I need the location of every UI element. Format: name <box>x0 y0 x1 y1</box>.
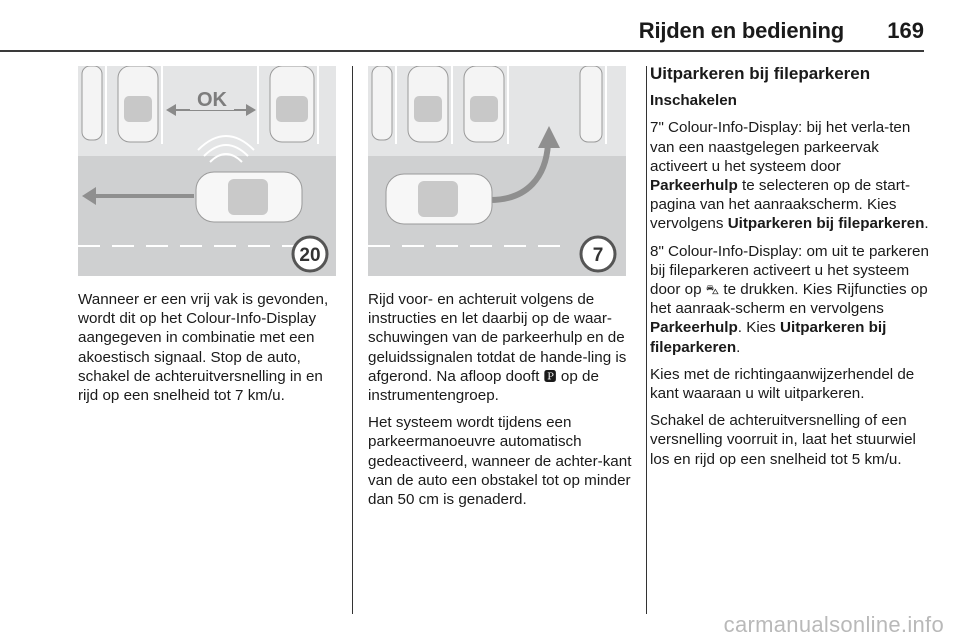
figure-badge-7: 7 <box>592 245 604 266</box>
parking-assist-icon: 🅿 <box>543 368 557 384</box>
paragraph-text: 7" Colour-Info-Display: bij het verla-ten van een naastgelegen parkeervak activeert u het systeem door <box>650 119 911 175</box>
header-rule <box>0 50 924 52</box>
menu-term: Uitparkeren bij fileparkeren <box>727 215 925 233</box>
menu-term: Uitparkeren bij fileparkeren <box>650 319 887 356</box>
section-title: Uitparkeren bij fileparkeren <box>650 64 871 83</box>
figure-badge-20: 20 <box>299 245 321 266</box>
column-3-text <box>650 64 930 477</box>
figure-parking-space-found <box>78 66 336 276</box>
paragraph-text: . Kies <box>737 319 776 337</box>
page-title: Rijden en bediening <box>638 18 844 43</box>
paragraph <box>368 290 634 405</box>
paragraph-text: te drukken. Kies Rijfuncties op het aanraak-scherm en vervolgens <box>650 281 928 318</box>
column-divider-1 <box>352 66 353 614</box>
page-number: 169 <box>887 18 924 43</box>
menu-term: Parkeerhulp <box>650 319 738 337</box>
leaving-space-illustration <box>368 66 626 276</box>
paragraph: Schakel de achteruitversnelling of een versnelling voorruit in, laat het stuurwiel los en rijd op een snelheid tot 5 km/u. <box>650 412 916 468</box>
car-icon: ⛍ <box>705 282 720 298</box>
paragraph-text: Rijd voor- en achteruit volgens de instructies en let daarbij op de waar-schuwingen van de parkeerhulp en de geluidssignalen totdat de hande-ling is afgerond. Na afloop dooft <box>368 291 627 385</box>
menu-term: Parkeerhulp <box>650 177 738 195</box>
paragraph: Het systeem wordt tijdens een parkeermanoeuvre automatisch gedeactiveerd, wanneer de achter-kant van de auto een obstakel tot op minder dan 50 cm is genaderd. <box>368 414 632 509</box>
column-1-text <box>78 290 344 413</box>
paragraph <box>650 242 930 357</box>
ok-label: OK <box>197 89 227 111</box>
page-header <box>0 10 924 44</box>
column-2-text <box>368 290 634 517</box>
paragraph-text: 8" Colour-Info-Display: om uit te parkeren bij fileparkeren activeert u het systeem door op <box>650 242 929 299</box>
paragraph-text: op de instrumentengroep. <box>368 367 599 405</box>
paragraph <box>650 118 930 233</box>
paragraph-text: . <box>924 215 929 233</box>
paragraph-text: . <box>736 338 741 356</box>
paragraph: Kies met de richtingaanwijzerhendel de kant waaraan u wilt uitparkeren. <box>650 365 915 403</box>
column-divider-2 <box>646 66 647 614</box>
watermark: carmanualsonline.info <box>723 612 944 637</box>
parking-space-illustration <box>78 66 336 276</box>
paragraph: Wanneer er een vrij vak is gevonden, wordt dit op het Colour-Info-Display aangegeven in combinatie met een akoestisch signaal. Stop de auto, schakel de achteruitversnelling in en rijd op een snelheid tot 7 km/u. <box>78 291 329 405</box>
sub-title: Inschakelen <box>650 92 737 110</box>
figure-leaving-parking-space <box>368 66 626 276</box>
paragraph-text: te selecteren op de start-pagina van het aanraakscherm. Kies vervolgens <box>650 177 911 233</box>
